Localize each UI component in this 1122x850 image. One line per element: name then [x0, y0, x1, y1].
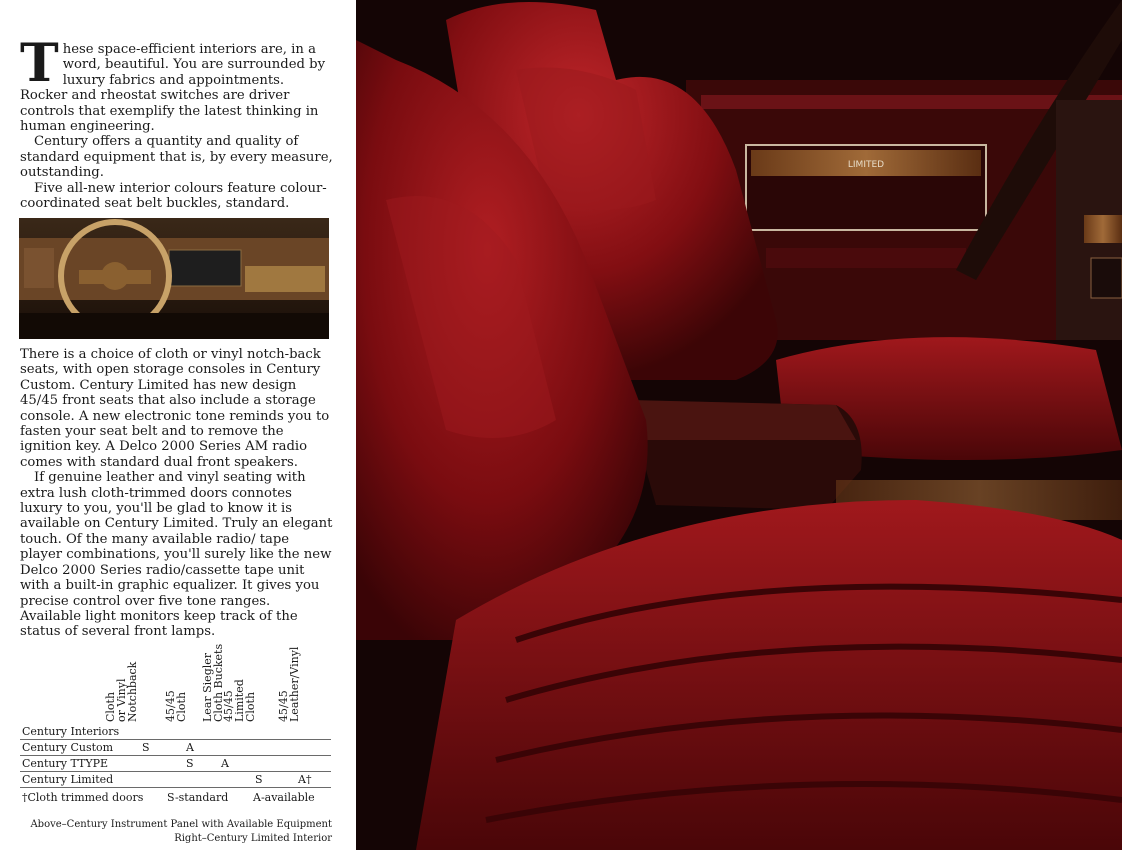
column-header-5: 45/45 Leather/Vinyl: [277, 646, 301, 722]
column-header-1: Cloth or Vinyl Notchback: [104, 661, 139, 722]
table-row-label: Century Custom: [22, 741, 114, 754]
intro-paragraph-3: Five all-new interior colours feature colour-coordinated seat belt buckles, standard.: [20, 180, 327, 212]
table-footnote: †Cloth trimmed doors: [22, 791, 144, 804]
body-paragraph-1: There is a choice of cloth or vinyl notch-back seats, with open storage consoles in Century Custom. Century Limited has new design 45/45 front seats that also include a storage console. A new electronic tone reminds you to fasten your seat belt and to remove the ignition key. A Delco 2000 Series AM radio comes with standard dual front speakers.: [20, 347, 330, 470]
limited-badge: LIMITED: [847, 160, 885, 170]
text-column: [0, 0, 356, 850]
column-header-3: Lear Siegler Cloth Buckets: [201, 643, 225, 722]
intro-text: [20, 33, 334, 212]
column-header-2: 45/45 Cloth: [164, 690, 188, 722]
table-cell: A†: [298, 773, 312, 786]
table-cell: A: [221, 757, 229, 770]
drop-cap: T: [20, 33, 59, 94]
caption-line-2: Right–Century Limited Interior: [174, 833, 332, 844]
table-rule: [20, 755, 331, 756]
legend-available: A-available: [253, 791, 315, 804]
table-rule: [20, 787, 331, 788]
table-row-label: Century Limited: [22, 773, 114, 786]
table-header-label: Century Interiors: [22, 725, 120, 738]
table-rule: [20, 771, 331, 772]
table-cell: A: [186, 741, 194, 754]
table-rule: [20, 739, 331, 740]
caption-line-1: Above–Century Instrument Panel with Available Equipment: [30, 819, 332, 830]
table-row-label: Century TTYPE: [22, 757, 109, 770]
intro-paragraph-1: hese space-efficient interiors are, in a word, beautiful. You are surrounded by luxury fabrics and appointments. Rocker and rheostat switches are driver controls that exemplify the latest thinking in human engineering.: [20, 42, 326, 135]
table-cell: S: [255, 773, 263, 786]
interiors-table: [20, 643, 332, 810]
body-text: [20, 347, 334, 640]
instrument-panel-photo: [19, 218, 329, 339]
photo-caption: [20, 818, 332, 846]
column-header-4: 45/45 Limited Cloth: [222, 679, 257, 722]
interior-photo: [356, 0, 1122, 850]
legend-standard: S-standard: [167, 791, 229, 804]
body-paragraph-2: If genuine leather and vinyl seating with extra lush cloth-trimmed doors connotes luxury to you, you'll be glad to know it is available on Century Limited. Truly an elegant touch. Of the many available radio/ tape player combinations, you'll surely like the new Delco 2000 Series radio/cassette tape unit with a built-in graphic equalizer. It gives you precise control over five tone ranges. Available light monitors keep track of the status of several front lamps.: [20, 470, 333, 640]
table-cell: S: [142, 741, 150, 754]
table-cell: S: [186, 757, 194, 770]
intro-paragraph-2: Century offers a quantity and quality of standard equipment that is, by every measure, outstanding.: [20, 134, 333, 181]
